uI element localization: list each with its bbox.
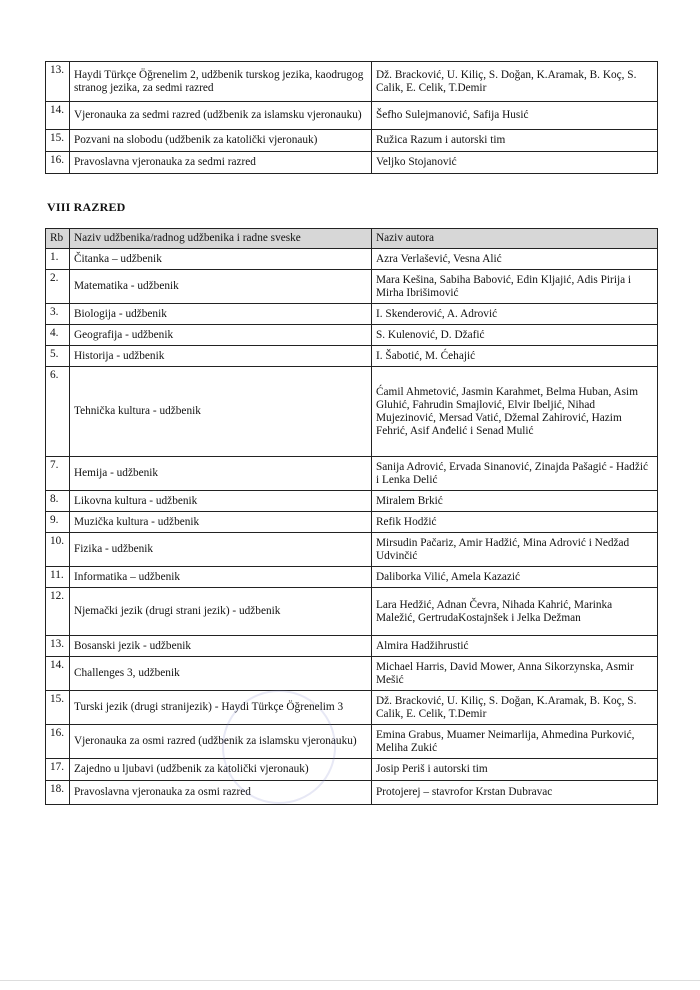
row-number: 14. [46, 102, 70, 130]
textbook-title: Haydi Türkçe Öğrenelim 2, udžbenik turskog jezika, kaodrugog stranog jezika, za sedmi razred [70, 62, 372, 102]
textbook-authors: Ćamil Ahmetović, Jasmin Karahmet, Belma Huban, Asim Gluhić, Fahrudin Smajlović, Elvir Ibeljić, Nihad Mujezinović, Mersad Vatić, Džemal Zahirović, Hazim Fehrić, Asif Anđelić i Senad Mulić [372, 367, 658, 457]
row-number: 10. [46, 533, 70, 567]
table-row [46, 346, 658, 367]
textbook-title: Čitanka – udžbenik [70, 249, 372, 270]
row-number: 3. [46, 304, 70, 325]
row-number: 2. [46, 270, 70, 304]
textbook-title: Zajedno u ljubavi (udžbenik za katolički vjeronauk) [70, 759, 372, 781]
textbook-title: Vjeronauka za sedmi razred (udžbenik za islamsku vjeronauku) [70, 102, 372, 130]
row-number: 14. [46, 657, 70, 691]
textbook-authors: Azra Verlašević, Vesna Alić [372, 249, 658, 270]
row-number: 18. [46, 781, 70, 805]
table-row [46, 636, 658, 657]
textbook-table-vii-continued [45, 61, 658, 174]
textbook-title: Muzička kultura - udžbenik [70, 512, 372, 533]
table-row [46, 512, 658, 533]
row-number: 12. [46, 588, 70, 636]
table-row [46, 759, 658, 781]
table-row [46, 588, 658, 636]
textbook-authors: I. Šabotić, M. Ćehajić [372, 346, 658, 367]
row-number: 5. [46, 346, 70, 367]
textbook-authors: Protojerej – stavrofor Krstan Dubravac [372, 781, 658, 805]
row-number: 16. [46, 152, 70, 174]
textbook-title: Tehnička kultura - udžbenik [70, 367, 372, 457]
textbook-authors: Mara Kešina, Sabiha Babović, Edin Kljajić, Adis Pirija i Mirha Ibrišimović [372, 270, 658, 304]
table-row [46, 533, 658, 567]
row-number: 1. [46, 249, 70, 270]
table-row [46, 102, 658, 130]
table-row [46, 725, 658, 759]
textbook-title: Turski jezik (drugi stranijezik) - Haydi Türkçe Öğrenelim 3 [70, 691, 372, 725]
table-row [46, 367, 658, 457]
textbook-authors: Lara Hedžić, Adnan Čevra, Nihada Kahrić, Marinka Maležić, GertrudaKostajnšek i Jelka Dežman [372, 588, 658, 636]
textbook-authors: Mirsudin Pačariz, Amir Hadžić, Mina Adrović i Nedžad Udvinčić [372, 533, 658, 567]
textbook-authors: Sanija Adrović, Ervada Sinanović, Zinajda Pašagić - Hadžić i Lenka Delić [372, 457, 658, 491]
textbook-title: Likovna kultura - udžbenik [70, 491, 372, 512]
faint-stamp-mark [222, 690, 336, 804]
textbook-authors: Michael Harris, David Mower, Anna Sikorzynska, Asmir Mešić [372, 657, 658, 691]
textbook-title: Biologija - udžbenik [70, 304, 372, 325]
page-bottom-edge [0, 980, 700, 981]
textbook-authors: Dž. Bracković, U. Kiliç, S. Doğan, K.Aramak, B. Koç, S. Calik, E. Celik, T.Demir [372, 691, 658, 725]
table-row [46, 567, 658, 588]
row-number: 16. [46, 725, 70, 759]
column-header-rb: Rb [46, 229, 70, 249]
table-row [46, 781, 658, 805]
textbook-table-viii [45, 228, 658, 805]
textbook-authors: Refik Hodžić [372, 512, 658, 533]
table-row [46, 304, 658, 325]
row-number: 8. [46, 491, 70, 512]
table-row [46, 457, 658, 491]
table-row [46, 152, 658, 174]
row-number: 7. [46, 457, 70, 491]
section-heading: VIII RAZRED [47, 200, 126, 214]
row-number: 9. [46, 512, 70, 533]
textbook-authors: I. Skenderović, A. Adrović [372, 304, 658, 325]
table-header-row [46, 229, 658, 249]
row-number: 4. [46, 325, 70, 346]
textbook-authors: Emina Grabus, Muamer Neimarlija, Ahmedina Purković, Meliha Zukić [372, 725, 658, 759]
table-row [46, 657, 658, 691]
textbook-title: Pravoslavna vjeronauka za osmi razred [70, 781, 372, 805]
textbook-title: Bosanski jezik - udžbenik [70, 636, 372, 657]
row-number: 17. [46, 759, 70, 781]
textbook-authors: Josip Periš i autorski tim [372, 759, 658, 781]
textbook-title: Hemija - udžbenik [70, 457, 372, 491]
textbook-title: Geografija - udžbenik [70, 325, 372, 346]
textbook-title: Historija - udžbenik [70, 346, 372, 367]
table-row [46, 62, 658, 102]
row-number: 15. [46, 691, 70, 725]
textbook-authors: Ružica Razum i autorski tim [372, 130, 658, 152]
textbook-title: Challenges 3, udžbenik [70, 657, 372, 691]
row-number: 11. [46, 567, 70, 588]
textbook-authors: Veljko Stojanović [372, 152, 658, 174]
textbook-title: Pozvani na slobodu (udžbenik za katolički vjeronauk) [70, 130, 372, 152]
column-header-authors: Naziv autora [372, 229, 658, 249]
textbook-title: Njemački jezik (drugi strani jezik) - udžbenik [70, 588, 372, 636]
textbook-title: Vjeronauka za osmi razred (udžbenik za islamsku vjeronauku) [70, 725, 372, 759]
textbook-title: Matematika - udžbenik [70, 270, 372, 304]
textbook-title: Fizika - udžbenik [70, 533, 372, 567]
row-number: 6. [46, 367, 70, 457]
table-row [46, 130, 658, 152]
column-header-title: Naziv udžbenika/radnog udžbenika i radne sveske [70, 229, 372, 249]
table-row [46, 270, 658, 304]
table-row [46, 691, 658, 725]
textbook-authors: Miralem Brkić [372, 491, 658, 512]
row-number: 13. [46, 636, 70, 657]
table-row [46, 491, 658, 512]
textbook-authors: Almira Hadžihrustić [372, 636, 658, 657]
textbook-title: Pravoslavna vjeronauka za sedmi razred [70, 152, 372, 174]
table-row [46, 325, 658, 346]
textbook-authors: Daliborka Vilić, Amela Kazazić [372, 567, 658, 588]
table-row [46, 249, 658, 270]
row-number: 15. [46, 130, 70, 152]
textbook-title: Informatika – udžbenik [70, 567, 372, 588]
textbook-authors: Dž. Bracković, U. Kiliç, S. Doğan, K.Aramak, B. Koç, S. Calik, E. Celik, T.Demir [372, 62, 658, 102]
textbook-authors: Šefho Sulejmanović, Safija Husić [372, 102, 658, 130]
row-number: 13. [46, 62, 70, 102]
textbook-authors: S. Kulenović, D. Džafić [372, 325, 658, 346]
